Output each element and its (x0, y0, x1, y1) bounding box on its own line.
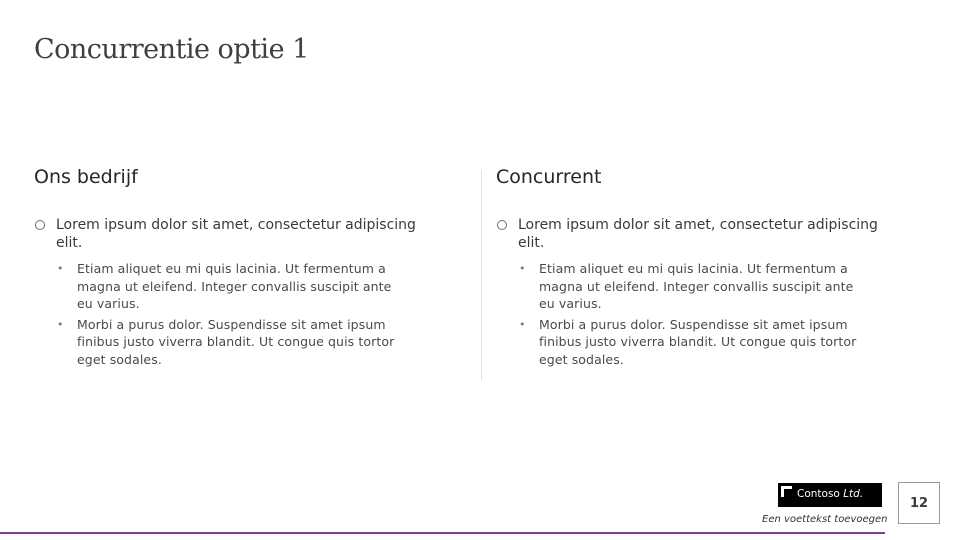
list-item (34, 316, 407, 369)
right-bullet (496, 216, 896, 252)
logo-suffix: Ltd. (839, 488, 864, 500)
column-divider (481, 170, 482, 380)
right-heading: Concurrent (496, 166, 602, 188)
list-item (496, 316, 869, 369)
right-subbullet-text: Etiam aliquet eu mi quis lacinia. Ut fermentum a magna ut eleifend. Integer convallis suscipit ante eu varius. (539, 261, 854, 311)
left-column (34, 166, 434, 371)
right-subbullet-text: Morbi a purus dolor. Suspendisse sit amet ipsum finibus justo viverra blandit. Ut congue quis tortor eget sodales. (539, 316, 857, 367)
page-number: 12 (898, 482, 940, 524)
slide-title: Concurrentie optie 1 (34, 34, 309, 65)
right-column (496, 166, 896, 371)
logo-name: Contoso (797, 488, 840, 500)
left-subbullet-text: Morbi a purus dolor. Suspendisse sit amet ipsum finibus justo viverra blandit. Ut congue quis tortor eget sodales. (77, 316, 395, 367)
dot-bullet-icon: • (519, 317, 526, 331)
circle-bullet-icon (35, 220, 45, 230)
left-subbullet-text: Etiam aliquet eu mi quis lacinia. Ut fermentum a magna ut eleifend. Integer convallis suscipit ante eu varius. (77, 261, 392, 311)
left-bullet-text: Lorem ipsum dolor sit amet, consectetur adipiscing elit. (56, 217, 416, 251)
left-subbullet-list (34, 260, 434, 368)
right-subbullet-list (496, 260, 896, 368)
right-bullet-text: Lorem ipsum dolor sit amet, consectetur adipiscing elit. (518, 217, 878, 251)
left-heading: Ons bedrijf (34, 166, 138, 188)
left-bullet (34, 216, 434, 252)
list-item (34, 260, 407, 313)
logo-text (797, 488, 863, 500)
accent-line (0, 532, 885, 534)
contoso-logo (778, 483, 882, 507)
dot-bullet-icon: • (57, 262, 64, 275)
circle-bullet-icon (497, 220, 507, 230)
dot-bullet-icon: • (519, 262, 526, 275)
dot-bullet-icon: • (57, 317, 64, 331)
footer-text: Een voettekst toevoegen (762, 514, 888, 525)
list-item (496, 260, 869, 313)
logo-corner-icon (781, 486, 792, 497)
